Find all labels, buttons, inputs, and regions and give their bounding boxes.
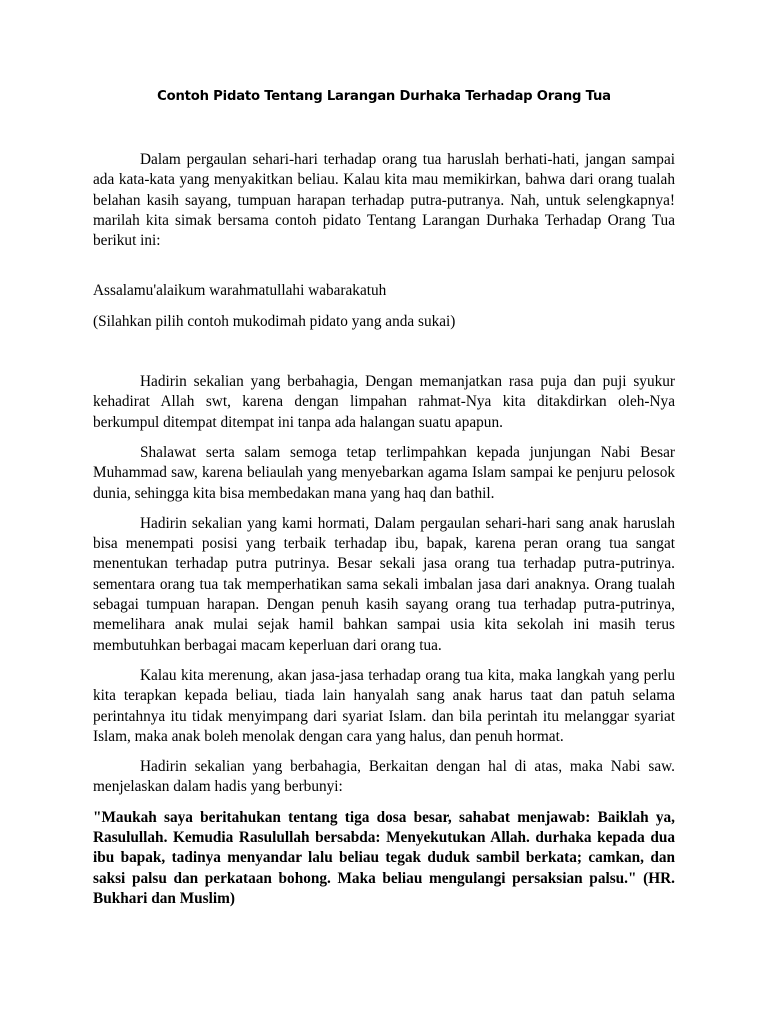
greeting-line: Assalamu'alaikum warahmatullahi wabarakatuh xyxy=(93,282,387,300)
hadith-quote: "Maukah saya beritahukan tentang tiga dosa besar, sahabat menjawab: Baiklah ya, Rasulullah. Kemudia Rasulullah bersabda: Menyekutukan Allah. durhaka kepada dua ibu bapak, tadinya menyandar lalu beliau tegak duduk sambil berkata; camkan, dan saksi palsu dan perkataan bohong. Maka beliau mengulangi persaksian palsu." (HR. Bukhari dan Muslim) xyxy=(93,808,675,907)
intro-paragraph: Dalam pergaulan sehari-hari terhadap orang tua haruslah berhati-hati, jangan sampai ada kata-kata yang menyakitkan beliau. Kalau kita mau memikirkan, bahwa dari orang tualah belahan kasih sayang, tumpuan harapan terhadap putra-putranya. Nah, untuk selengkapnya! marilah kita simak bersama contoh pidato Tentang Larangan Durhaka Terhadap Orang Tua berikut ini: xyxy=(93,151,675,250)
document-body xyxy=(93,150,675,909)
body-paragraph-4: Kalau kita merenung, akan jasa-jasa terhadap orang tua kita, maka langkah yang perlu kita terapkan kepada beliau, tiada lain hanyalah sang anak harus taat dan patuh selama perintahnya itu tidak menyimpang dari syariat Islam. dan bila perintah itu melanggar syariat Islam, maka anak boleh menolak dengan cara yang halus, dan penuh hormat. xyxy=(93,666,675,745)
body-paragraph-5: Hadirin sekalian yang berbahagia, Berkaitan dengan hal di atas, maka Nabi saw. menjelaskan dalam hadis yang berbunyi: xyxy=(93,758,675,796)
body-paragraph-1: Hadirin sekalian yang berbahagia, Dengan memanjatkan rasa puja dan puji syukur kehadirat Allah swt, karena dengan limpahan rahmat-Nya kita ditakdirkan oleh-Nya berkumpul ditempat ditempat ini tanpa ada halangan suatu apapun. xyxy=(93,373,675,431)
body-paragraph-3: Hadirin sekalian yang kami hormati, Dalam pergaulan sehari-hari sang anak haruslah bisa menempati posisi yang terbaik terhadap ibu, bapak, karena peran orang tua sangat menentukan terhadap putra putrinya. Besar sekali jasa orang tua terhadap putra-putrinya. sementara orang tua tak memperhatikan sama sekali imbalan jasa dari anaknya. Orang tualah sebagai tumpuan harapan. Dengan penuh kasih sayang orang tua terhadap putra-putrinya, memelihara anak mulai sejak hamil bahkan sampai usia kita sekolah ini masih terus membutuhkan berbagai macam keperluan dari orang tua. xyxy=(93,514,675,654)
document-title: Contoh Pidato Tentang Larangan Durhaka Terhadap Orang Tua xyxy=(157,89,611,104)
instruction-note: (Silahkan pilih contoh mukodimah pidato yang anda sukai) xyxy=(93,312,456,330)
body-paragraph-2: Shalawat serta salam semoga tetap terlimpahkan kepada junjungan Nabi Besar Muhammad saw, karena beliaulah yang menyebarkan agama Islam sampai ke penjuru pelosok dunia, sehingga kita bisa membedakan mana yang haq dan bathil. xyxy=(93,443,675,502)
